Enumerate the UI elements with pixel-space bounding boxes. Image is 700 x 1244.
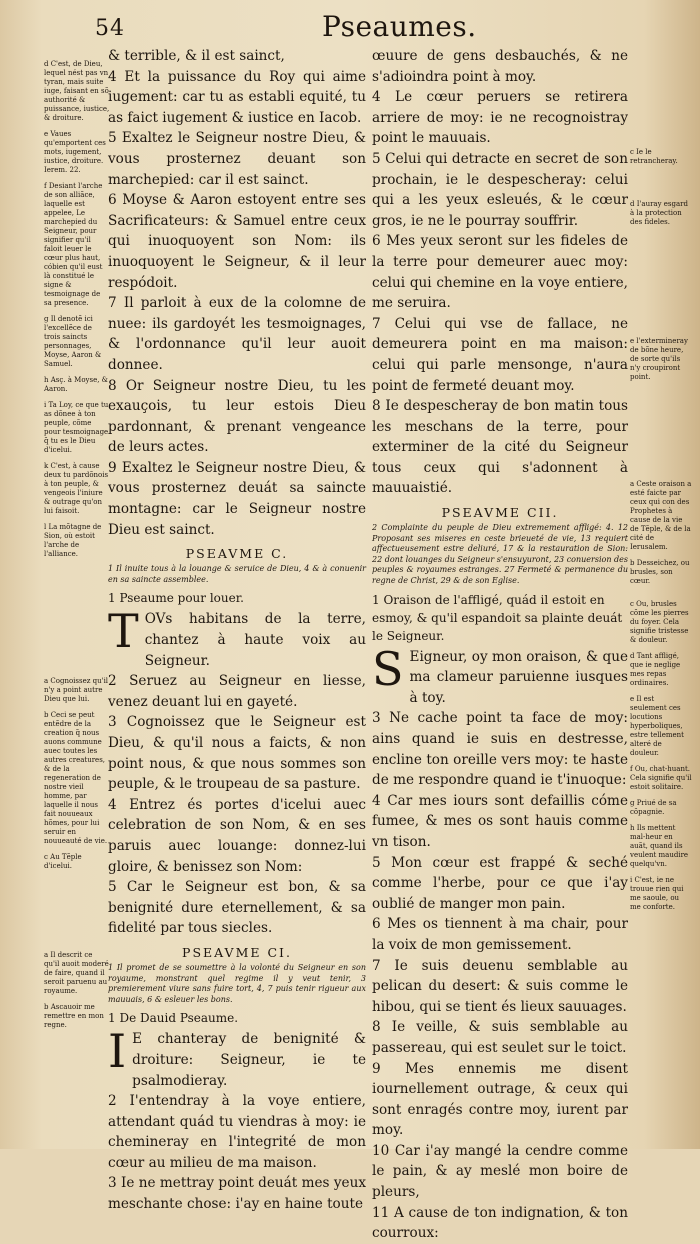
margin-note: e Vaues qu'emportent ces mots, iugement, iustice, droiture. Ierem. 22. — [44, 130, 106, 174]
verse-text: OVs habitans de la terre, chantez à haute voix au Seigneur. — [144, 611, 366, 669]
psalm-argument: 1 Il promet de se soumettre à la volonté du Seigneur en son royaume, monstrant quel regime il y veut tenir, 3 premierement viure sans fuire tort, 4, 7 puis tenir rigueur aux mauuais, 6 & esleuer les bons. — [108, 962, 366, 1004]
psalm-opening-verse — [372, 641, 628, 709]
margin-note: k C'est, à cause deux tu pardõnois à ton peuple, & vengeois l'iniure & outrage qu'on lui faisoit. — [44, 462, 109, 515]
margin-note: d Tant affligé, que ie neglige mes repas ordinaires. — [630, 652, 681, 687]
margin-note: g Priué de sa cõpagnie. — [630, 799, 677, 816]
margin-note: f Desiant l'arche de son alliãce, laquelle est appelee, Le marchepied du Seigneur, pour signifier qu'il faloit leuer le cœur plus haut, cóbien qu'il eust là constitué le signe & tesmoignage de sa presence. — [44, 182, 103, 307]
verse: 7 Il parloit à eux de la colomne de nuee: ils gardoyét les tesmoignages, & l'ordonnance qu'il leur auoit donnee. — [108, 295, 366, 373]
verse: 6 Moyse & Aaron estoyent entre ses Sacrificateurs: & Samuel entre ceux qui inuoquoyent son Nom: ils inuoquoyent le Seigneur, & il leur respódoit. — [108, 192, 366, 291]
margin-note: c Ou, brusles cõme les pierres du foyer. Cela signifie tristesse & douleur. — [630, 600, 689, 644]
psalm-argument: 1 Il inuite tous à la louange & seruice de Dieu, 4 & à conuenir en sa saincte assemblee. — [108, 564, 366, 584]
margin-note: l La mõtagne de Sion, où estoit l'arche de l'alliance. — [44, 523, 102, 558]
verse: 3 Cognoissez que le Seigneur est Dieu, & qu'il nous a faicts, & non point nous, & que nous sommes son peuple, & le troupeau de sa pasture. — [108, 714, 366, 793]
psalm-subtitle: 1 Pseaume pour louer. — [108, 591, 244, 606]
right-column — [372, 46, 628, 1244]
psalm-subtitle: 1 Oraison de l'affligé, quád il estoit en esmoy, & qu'il espandoit sa plainte deuát le Seigneur. — [372, 592, 623, 643]
psalm-argument: 2 Complainte du peuple de Dieu extremement affligé: 4. 12 Proposant ses miseres en ceste brieueté de vie, 13 requiert affectueusement estre deliuré, 17 & la restauration de Sion: 22 dont louanges du Seigneur s'ensuyuront, 23 conuersion des peuples & royaumes estranges. 27 Fermeté & permanence du regne de Christ, 29 & de son Eglise. — [372, 523, 628, 586]
verse: & terrible, & il est sainct, — [108, 48, 285, 64]
psalm-subtitle: 1 De Dauid Pseaume. — [108, 1011, 239, 1026]
verse: 9 Exaltez le Seigneur nostre Dieu, & vous prosternez deuát sa saincte montagne: car le Seigneur nostre Dieu est sainct. — [108, 459, 366, 538]
margin-note: a Ceste oraison a esté faicte par ceux qui con des Prophetes à cause de la vie de Tẽple, & de la cité de Ierusalem. — [630, 480, 692, 551]
verse: 5 Mon cœur est frappé & seché comme l'herbe, pour ce que i'ay oublié de manger mon pain. — [372, 854, 628, 912]
margin-note: g Il denotẽ ici l'excellẽce de trois saincts personnages, Moyse, Aaron & Samuel. — [44, 315, 102, 368]
margin-note: e Il est seulement ces locutions hyperboliques, estre tellement alteré de douleur. — [630, 695, 684, 757]
verse: 6 Mes yeux seront sur les fideles de la terre pour demeurer auec moy: celui qui chemine en la voye entiere, me seruira. — [372, 233, 628, 312]
margin-note: a Il descrit ce qu'il auoit moderé de faire, quand il seroit paruenu au royaume. — [44, 951, 109, 995]
psalm-opening-verse — [108, 604, 366, 671]
verse: 7 Ie suis deuenu semblable au pelican du desert: & suis comme le hibou, qui se tient és lieux sauuages. — [372, 957, 628, 1015]
verse: 5 Celui qui detracte en secret de son prochain, ie le despescheray: celui qui a les yeux esleués, & le cœur gros, ie ne le pourray souffrir. — [372, 150, 628, 229]
verse: 4 Car mes iours sont defaillis cóme fumee, & mes os sont hauis comme vn tison. — [372, 792, 628, 850]
drop-cap: I — [108, 1024, 127, 1079]
margin-note: b Desseichez, ou brusles, son cœur. — [630, 559, 690, 585]
verse: 6 Mes os tiennent à ma chair, pour la voix de mon gemissement. — [372, 916, 628, 953]
margin-note: e l'extermineray de bõne heure, de sorte qu'ils n'y croupiront point. — [630, 337, 688, 381]
verse: 4 Et la puissance du Roy qui aime iugement: car tu as establi equité, tu as faict iugement & iustice en Iacob. — [108, 68, 366, 126]
verse: 11 A cause de ton indignation, & ton courroux: — [372, 1204, 628, 1242]
margin-note: b Ceci se peut entẽdre de la creation q̃ nous auons commune auec toutes les autres creatures, & de la regeneration de nostre vieil homme, par laquelle il nous fait nouueaux hõmes, pour lui seruir en nouueauté de vie. — [44, 711, 108, 845]
verse: œuure de gens desbauchés, & ne s'adioindra point à moy. — [372, 48, 628, 85]
margin-note: a Cognoissez qu'il n'y a point autre Dieu que lui. — [44, 677, 109, 703]
drop-cap: T — [108, 604, 139, 659]
margin-note: f Ou, chat-huant. Cela signifie qu'il estoit solitaire. — [630, 765, 692, 791]
margin-note: h Asç. à Moyse, & Aaron. — [44, 376, 108, 393]
psalm-heading: PSEAVME C. — [185, 546, 289, 562]
verse: 4 Entrez és portes d'icelui auec celebration de son Nom, & en ses paruis auec louange: donnez-lui gloire, & benissez son Nom: — [108, 796, 366, 875]
margin-note: c Au Tẽple d'icelui. — [44, 853, 82, 870]
psalm-opening-verse — [108, 1024, 366, 1091]
page-number: 54 — [95, 16, 125, 41]
margin-note: i Ta Loy, ce que tu as dõnee à ton peuple, cõme pour tesmoignage q̃ tu es le Dieu d'icelui. — [44, 401, 109, 454]
verse: 8 Ie veille, & suis semblable au passereau, qui est seulet sur le toict. — [372, 1019, 628, 1056]
margin-note: d I'auray esgard à la protection des fideles. — [630, 200, 688, 226]
verse: 8 Ie despescheray de bon matin tous les meschans de la terre, pour exterminer de la cité du Seigneur tous ceux qui s'adonnent à mauuaistié. — [372, 398, 628, 497]
verse: 7 Celui qui vse de fallace, ne demeurera point en ma maison: celui qui parle mensonge, n'aura point de fermeté deuant moy. — [372, 315, 628, 394]
verse: 8 Or Seigneur nostre Dieu, tu les exauçois, tu leur estois Dieu pardonnant, & prenant vengeance de leurs actes. — [108, 377, 366, 456]
verse: 10 Car i'ay mangé la cendre comme le pain, & ay meslé mon boire de pleurs, — [372, 1142, 628, 1201]
margin-note: i C'est, ie ne trouue rien qui me saoule, ou me conforte. — [630, 876, 684, 911]
verse-text: Eigneur, oy mon oraison, & que ma clameur paruienne iusques à toy. — [409, 648, 628, 706]
verse: 3 Ne cache point ta face de moy: ains quand ie suis en destresse, encline ton oreille vers moy: te haste de me respondre quand ie t'inuoque: — [372, 710, 628, 789]
left-margin-notes — [44, 60, 110, 1037]
psalm-heading: PSEAVME CII. — [441, 505, 559, 521]
verse: 4 Le cœur peruers se retirera arriere de moy: ie ne recognoistray point le mauuais. — [372, 89, 628, 147]
verse: 5 Exaltez le Seigneur nostre Dieu, & vous prosternez deuant son marchepied: car il est sainct. — [108, 130, 366, 188]
left-column — [108, 46, 366, 1215]
running-head — [0, 8, 700, 43]
drop-cap: S — [372, 641, 404, 696]
verse: 9 Mes ennemis me disent iournellement outrage, & ceux qui sont enragés contre moy, iurent par moy. — [372, 1060, 628, 1139]
verse: 3 Ie ne mettray point deuát mes yeux meschante chose: i'ay en haine toute — [108, 1175, 366, 1213]
right-margin-notes — [630, 100, 692, 919]
verse-text: E chanteray de benignité & droiture: Seigneur, ie te psalmodieray. — [132, 1031, 366, 1089]
margin-note: b Ascauoir me remettre en mon regne. — [44, 1003, 104, 1029]
page-title: Pseaumes. — [322, 10, 477, 43]
margin-note: h Ils mettent mal-heur en auãt, quand ils veulent maudire quelqu'vn. — [630, 824, 689, 868]
verse: 5 Car le Seigneur est bon, & sa benignité dure eternellement, & sa fidelité par tous siecles. — [108, 879, 366, 937]
margin-note: c Ie le retrancheray. — [630, 148, 678, 165]
psalm-heading: PSEAVME CI. — [182, 944, 292, 960]
verse: 2 Seruez au Seigneur en liesse, venez deuant lui en gayeté. — [108, 673, 366, 710]
margin-note: d C'est, de Dieu, lequel nést pas vn tyran, mais suite iuge, faisant en sõ authorité & puissance, iustice, & droiture. — [44, 60, 110, 122]
verse: 2 I'entendray à la voye entiere, attendant quád tu viendras à moy: ie chemineray en l'integrité de mon cœur au milieu de ma maison. — [108, 1093, 366, 1171]
